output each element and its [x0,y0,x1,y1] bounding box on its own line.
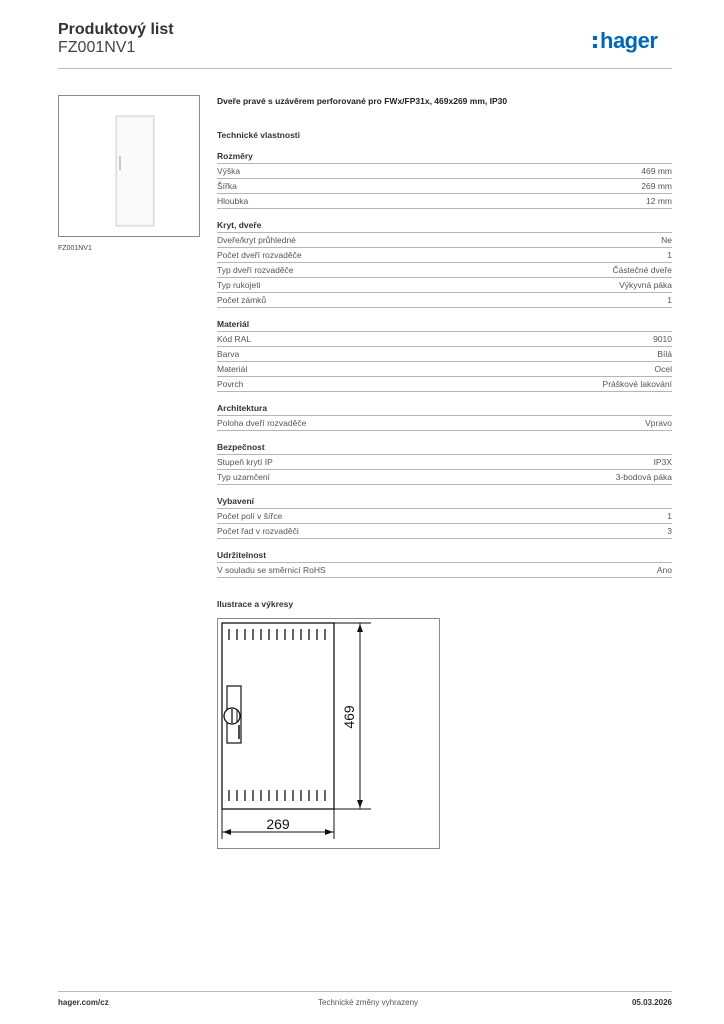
spec-label: Poloha dveří rozvaděče [217,418,307,428]
technical-section-title: Technické vlastnosti [217,130,300,140]
spec-row [217,164,672,179]
spec-row [217,179,672,194]
spec-group [217,442,672,485]
spec-value: 1 [667,295,672,305]
product-title: Dveře pravé s uzávěrem perforované pro FWx/FP31x, 469x269 mm, IP30 [217,96,508,106]
spec-row [217,470,672,485]
spec-group-title: Kryt, dveře [217,220,672,233]
thumbnail-caption: FZ001NV1 [58,245,92,252]
spec-row [217,455,672,470]
height-dimension-label: 469 [341,705,357,729]
spec-value: 269 mm [641,181,672,191]
spec-row [217,362,672,377]
spec-content [217,96,672,589]
spec-group-title: Materiál [217,319,672,332]
product-code: FZ001NV1 [58,39,136,56]
spec-group [217,550,672,578]
header-divider [58,68,672,69]
spec-value: Ano [656,565,672,575]
spec-row [217,509,672,524]
spec-value: Výkyvná páka [619,280,672,290]
spec-value: 3-bodová páka [615,472,672,482]
spec-value: Bílá [657,349,672,359]
spec-group [217,220,672,308]
door-thumbnail-image [59,96,199,236]
spec-label: V souladu se směrnicí RoHS [217,565,326,575]
spec-row [217,377,672,392]
spec-label: Počet polí v šířce [217,511,283,521]
spec-row [217,524,672,539]
footer-divider [58,991,672,992]
spec-group [217,319,672,392]
logo-text: hager [600,28,658,53]
spec-value: IP3X [653,457,672,467]
spec-label: Kód RAL [217,334,252,344]
spec-label: Typ uzamčení [217,472,270,482]
spec-label: Materiál [217,364,248,374]
spec-value: 9010 [653,334,672,344]
spec-group [217,496,672,539]
product-thumbnail [58,95,200,237]
spec-value: 3 [667,526,672,536]
spec-row [217,416,672,431]
spec-row [217,194,672,209]
illustration-title: Ilustrace a výkresy [217,599,294,609]
spec-label: Šířka [217,181,237,191]
spec-row [217,248,672,263]
spec-group-title: Bezpečnost [217,442,672,455]
footer-disclaimer: Technické změny vyhrazeny [318,998,419,1007]
spec-label: Počet dveří rozvaděče [217,250,302,260]
spec-label: Výška [217,166,241,176]
spec-label: Stupeň krytí IP [217,457,273,467]
spec-value: 469 mm [641,166,672,176]
door-drawing [218,619,439,848]
spec-label: Hloubka [217,196,249,206]
spec-value: Částečné dveře [612,265,672,275]
page-title: Produktový list [58,21,174,38]
spec-label: Typ dveří rozvaděče [217,265,294,275]
spec-label: Typ rukojeti [217,280,261,290]
spec-row [217,278,672,293]
spec-label: Povrch [217,379,244,389]
spec-value: 1 [667,511,672,521]
footer-website[interactable]: hager.com/cz [58,998,109,1007]
spec-group [217,403,672,431]
spec-row [217,563,672,578]
spec-group-title: Vybavení [217,496,672,509]
spec-label: Počet řad v rozvaděči [217,526,299,536]
spec-row [217,233,672,248]
spec-value: Vpravo [645,418,672,428]
technical-drawing [217,618,440,849]
spec-value: Práškové lakování [602,379,672,389]
spec-row [217,332,672,347]
spec-label: Počet zámků [217,295,267,305]
hager-logo [592,27,676,57]
spec-group-title: Udržitelnost [217,550,672,563]
spec-label: Barva [217,349,240,359]
width-dimension-label: 269 [266,816,290,832]
spec-value: 1 [667,250,672,260]
spec-row [217,347,672,362]
spec-group-title: Rozměry [217,151,672,164]
spec-value: Ne [661,235,672,245]
spec-label: Dveře/kryt průhledné [217,235,296,245]
spec-groups [217,151,672,578]
footer-date: 05.03.2026 [631,998,672,1007]
spec-group [217,151,672,209]
spec-group-title: Architektura [217,403,672,416]
spec-row [217,293,672,308]
spec-value: Ocel [654,364,672,374]
spec-value: 12 mm [646,196,672,206]
spec-row [217,263,672,278]
